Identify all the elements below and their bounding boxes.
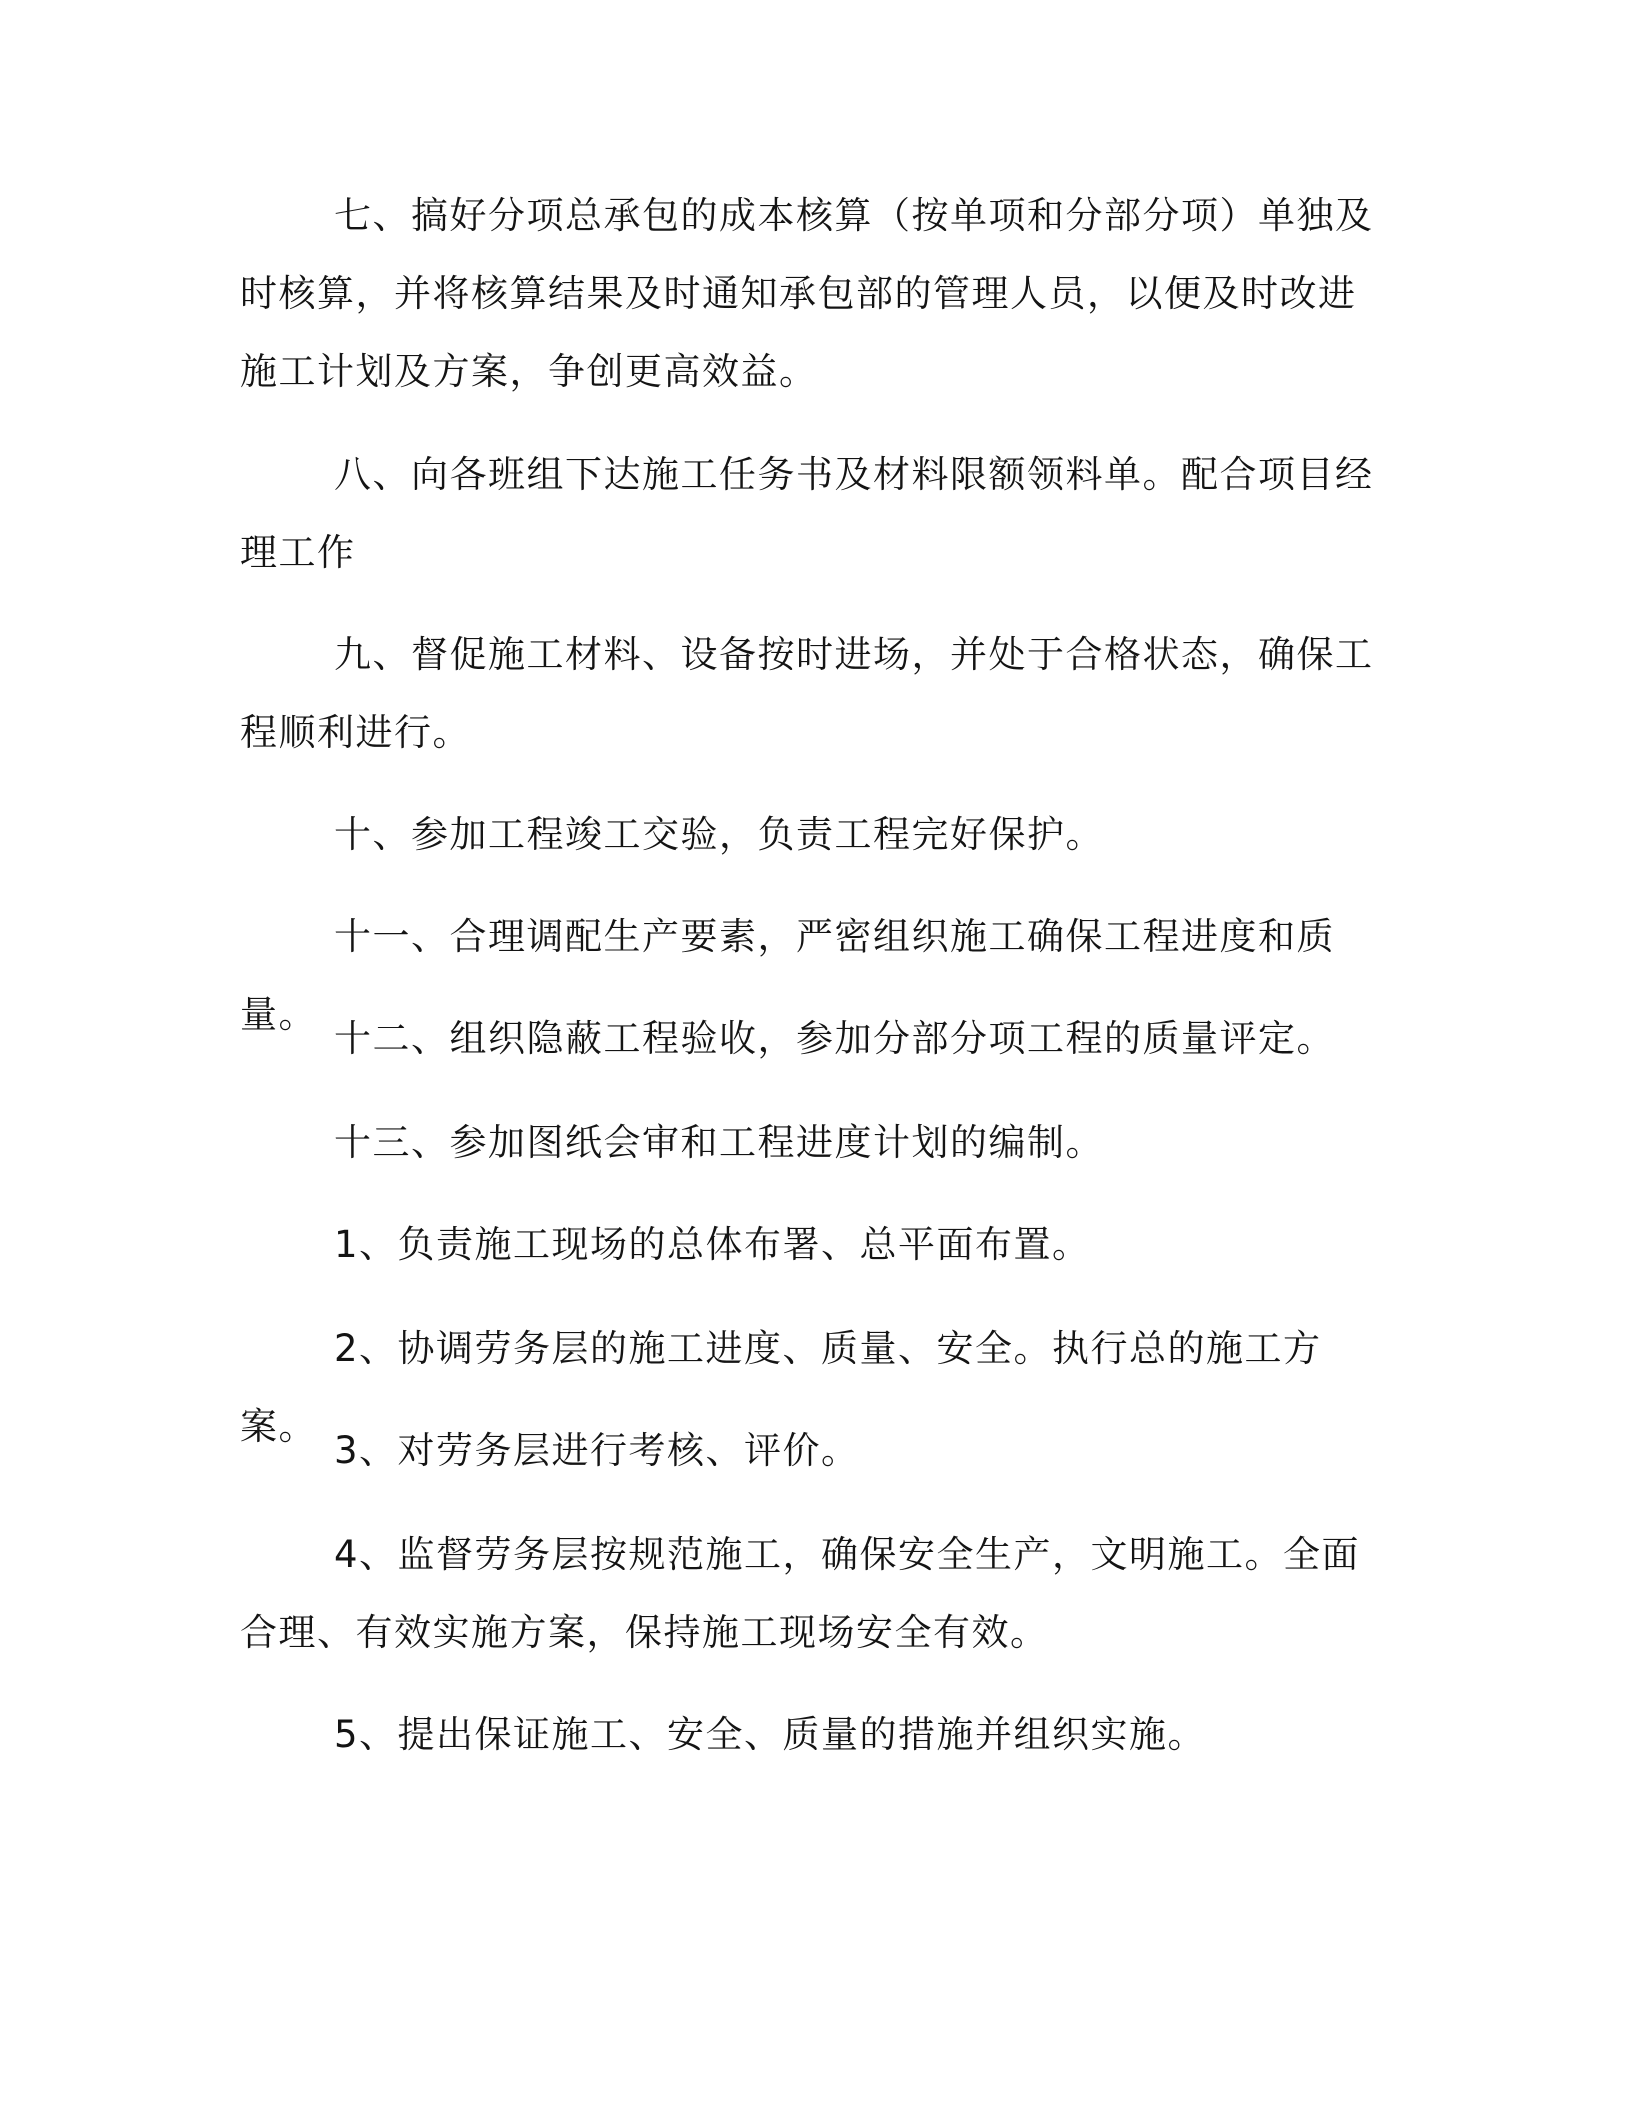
- paragraph-item-7: 七、搞好分项总承包的成本核算（按单项和分部分项）单独及时核算，并将核算结果及时通知承包部的管理人员，以便及时改进施工计划及方案，争创更高效益。: [240, 194, 1374, 393]
- list-item-4: 4、监督劳务层按规范施工，确保安全生产，文明施工。全面合理、有效实施方案，保持施工现场安全有效。: [240, 1533, 1361, 1654]
- paragraph-item-10: 十、参加工程竣工交验，负责工程完好保护。: [334, 813, 1104, 856]
- list-item-3: 3、对劳务层进行考核、评价。: [334, 1429, 860, 1472]
- list-item-5: 5、提出保证施工、安全、质量的措施并组织实施。: [334, 1713, 1207, 1756]
- list-item-1: 1、负责施工现场的总体布署、总平面布置。: [334, 1223, 1091, 1266]
- paragraph-item-13: 十三、参加图纸会审和工程进度计划的编制。: [334, 1121, 1104, 1164]
- paragraph-item-12: 十二、组织隐蔽工程验收，参加分部分项工程的质量评定。: [334, 1017, 1335, 1060]
- list-item-2: 2、协调劳务层的施工进度、质量、安全。执行总的施工方案。: [240, 1327, 1322, 1448]
- paragraph-item-8: 八、向各班组下达施工任务书及材料限额领料单。配合项目经理工作: [240, 453, 1374, 574]
- paragraph-item-11: 十一、合理调配生产要素，严密组织施工确保工程进度和质量。: [240, 915, 1335, 1036]
- paragraph-item-9: 九、督促施工材料、设备按时进场，并处于合格状态，确保工程顺利进行。: [240, 633, 1374, 754]
